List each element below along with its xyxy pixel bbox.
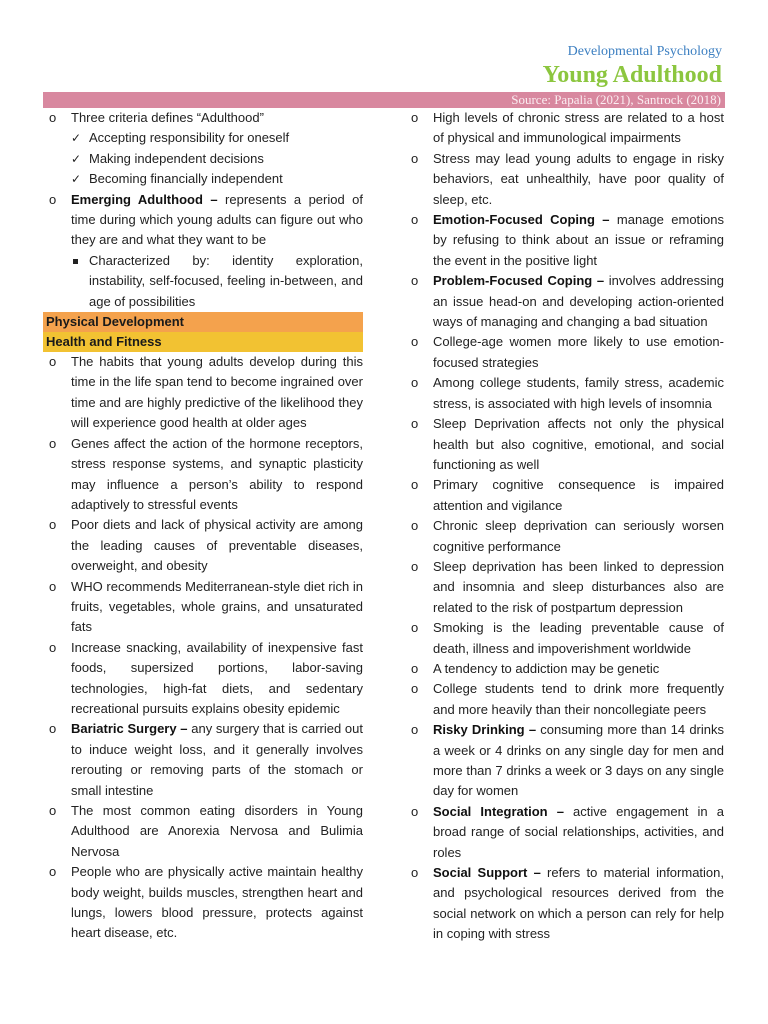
circle-bullet-icon: o [411,110,419,125]
circle-bullet-icon: o [411,681,419,697]
term: Social Integration – [433,803,564,819]
circle-bullet-icon: o [411,660,419,676]
definition: represents a period of time during which young adults can figure out who they are and what they want to be [71,191,363,248]
bullet-text: College students tend to drink more frequently and more heavily than their noncollegiate peers [433,681,724,717]
bullet-text: Poor diets and lack of physical activity are among the leading causes of preventable diseases, overweight, and obesity [71,517,363,574]
bullet-text: Sleep Deprivation affects not only the physical health but also cognitive, emotional, and social functioning as well [433,416,724,472]
circle-bullet-icon: o [411,558,419,574]
criteria-item: Making independent decisions [89,150,264,166]
circle-bullet-icon: o [411,620,419,636]
bullet-text: Increase snacking, availability of inexpensive fast foods, supersized portions, labor-saving technologies, high-fat diets, and sedentary recreational pursuits explains obesity epidemic [71,639,363,716]
left-list-health [43,352,363,944]
list-item [405,863,724,945]
list-item [405,516,724,557]
circle-bullet-icon: o [49,639,57,655]
bullet-text: Sleep deprivation has been linked to depression and insomnia and sleep disturbances also are related to the risk of postpartum depression [433,558,724,615]
list-item [71,169,363,189]
checkmark-icon: ✓ [71,151,82,166]
circle-bullet-icon: o [49,435,57,451]
section-heading-physical-development: Physical Development [43,312,363,332]
source-bar [43,92,725,108]
list-item [405,720,724,802]
left-list-top [43,108,363,312]
circle-bullet-icon: o [49,354,57,370]
list-item [405,475,724,516]
bullet-text: The most common eating disorders in Young Adulthood are Anorexia Nervosa and Bulimia Nervosa [71,803,363,859]
list-item [43,190,363,312]
bullet-text: The habits that young adults develop during this time in the life span tend to become ingrained over time and are highly predictive of the likelihood they will experience good health at older ages [71,354,363,431]
bullet-text: WHO recommends Mediterranean-style diet rich in fruits, vegetables, whole grains, and unsaturated fats [71,578,363,635]
circle-bullet-icon: o [411,477,419,493]
bullet-text: Smoking is the leading preventable cause of death, illness and impoverishment worldwide [433,620,724,656]
list-item [405,414,724,475]
circle-bullet-icon: o [411,212,419,228]
document-subject: Developmental Psychology [567,44,722,59]
bullet-text: A tendency to addiction may be genetic [433,660,660,676]
circle-bullet-icon: o [411,334,419,350]
definition: consuming more than 14 drinks a week or 4 drinks on any single day for men and more than 7 drinks a week or 3 days on any single day for women [433,722,725,799]
list-item [43,515,363,576]
circle-bullet-icon: o [411,375,419,391]
list-item [405,373,724,414]
term: Bariatric Surgery – [71,721,188,737]
list-item [405,210,724,271]
checkmark-icon: ✓ [71,131,82,146]
bullet-text: Stress may lead young adults to engage in risky behaviors, eat unhealthily, have poor quality of sleep, etc. [433,150,724,207]
circle-bullet-icon: o [49,110,57,125]
source-citation: Source: Papalia (2021), Santrock (2018) [511,92,721,107]
list-item [43,862,363,944]
square-bullet-icon [73,259,78,264]
list-item [71,149,363,169]
list-item [43,719,363,801]
circle-bullet-icon: o [49,721,57,737]
left-column [43,108,363,944]
circle-bullet-icon: o [49,578,57,594]
bullet-text: People who are physically active maintain healthy body weight, builds muscles, strengthen heart and lungs, lowers blood pressure, protects against heart disease, etc. [71,864,363,941]
circle-bullet-icon: o [411,273,419,289]
list-item [405,557,724,618]
criteria-item: Accepting responsibility for oneself [89,130,290,146]
list-item [43,434,363,516]
circle-bullet-icon: o [411,150,419,166]
term: Risky Drinking – [433,722,537,738]
circle-bullet-icon: o [49,864,57,880]
bullet-text: Chronic sleep deprivation can seriously worsen cognitive performance [433,518,724,554]
definition: manage emotions by refusing to think about an issue or reframing the event in the positive light [433,212,725,268]
list-item [405,108,724,149]
list-item [43,577,363,638]
checkmark-icon: ✓ [71,172,82,187]
circle-bullet-icon: o [49,191,57,207]
bullet-text: Among college students, family stress, academic stress, is associated with high levels of insomnia [433,375,724,411]
criteria-intro: Three criteria defines “Adulthood” [71,110,264,125]
definition: active engagement in a broad range of social relationships, activities, and roles [433,803,724,860]
list-item [43,638,363,720]
bullet-text: High levels of chronic stress are related to a host of physical and immunological impairments [433,110,724,146]
criteria-item: Becoming financially independent [89,171,283,187]
definition: any surgery that is carried out to induce weight loss, and it generally involves rerouting or removing parts of the stomach or small intestine [71,721,364,798]
term: Emerging Adulthood – [71,191,218,207]
circle-bullet-icon: o [49,517,57,533]
document-title: Young Adulthood [542,62,722,88]
circle-bullet-icon: o [411,803,419,819]
emerging-sublist [71,251,363,312]
list-item [71,128,363,148]
list-item [405,271,724,332]
circle-bullet-icon: o [49,803,57,818]
circle-bullet-icon: o [411,416,419,432]
right-column [405,108,724,945]
bullet-text: College-age women more likely to use emotion-focused strategies [433,334,724,370]
list-item [43,108,363,190]
circle-bullet-icon: o [411,865,419,881]
bullet-text: Genes affect the action of the hormone receptors, stress response systems, and synaptic plasticity may influence a person’s ability to respond adaptively to stressful events [71,435,363,512]
list-item [43,801,363,862]
right-list [405,108,724,945]
list-item [405,332,724,373]
list-item [71,251,363,312]
list-item [43,352,363,434]
definition: refers to material information, and psychological resources derived from the social network on which a person can rely for help in coping with stress [433,865,724,942]
list-item [405,659,724,679]
term: Social Support – [433,865,541,881]
criteria-list [71,128,363,189]
list-item [405,679,724,720]
circle-bullet-icon: o [411,518,419,534]
definition: involves addressing an issue head-on and developing action-oriented ways of managing and changing a bad situation [433,273,724,330]
list-item [405,149,724,210]
list-item [405,802,724,863]
circle-bullet-icon: o [411,722,419,738]
list-item [405,618,724,659]
term: Problem-Focused Coping – [433,273,605,289]
section-heading-health-fitness: Health and Fitness [43,332,363,352]
sub-item: Characterized by: identity exploration, instability, self-focused, feeling in-between, and age of possibilities [89,252,363,309]
term: Emotion-Focused Coping – [433,212,610,228]
bullet-text: Primary cognitive consequence is impaired attention and vigilance [433,477,724,513]
